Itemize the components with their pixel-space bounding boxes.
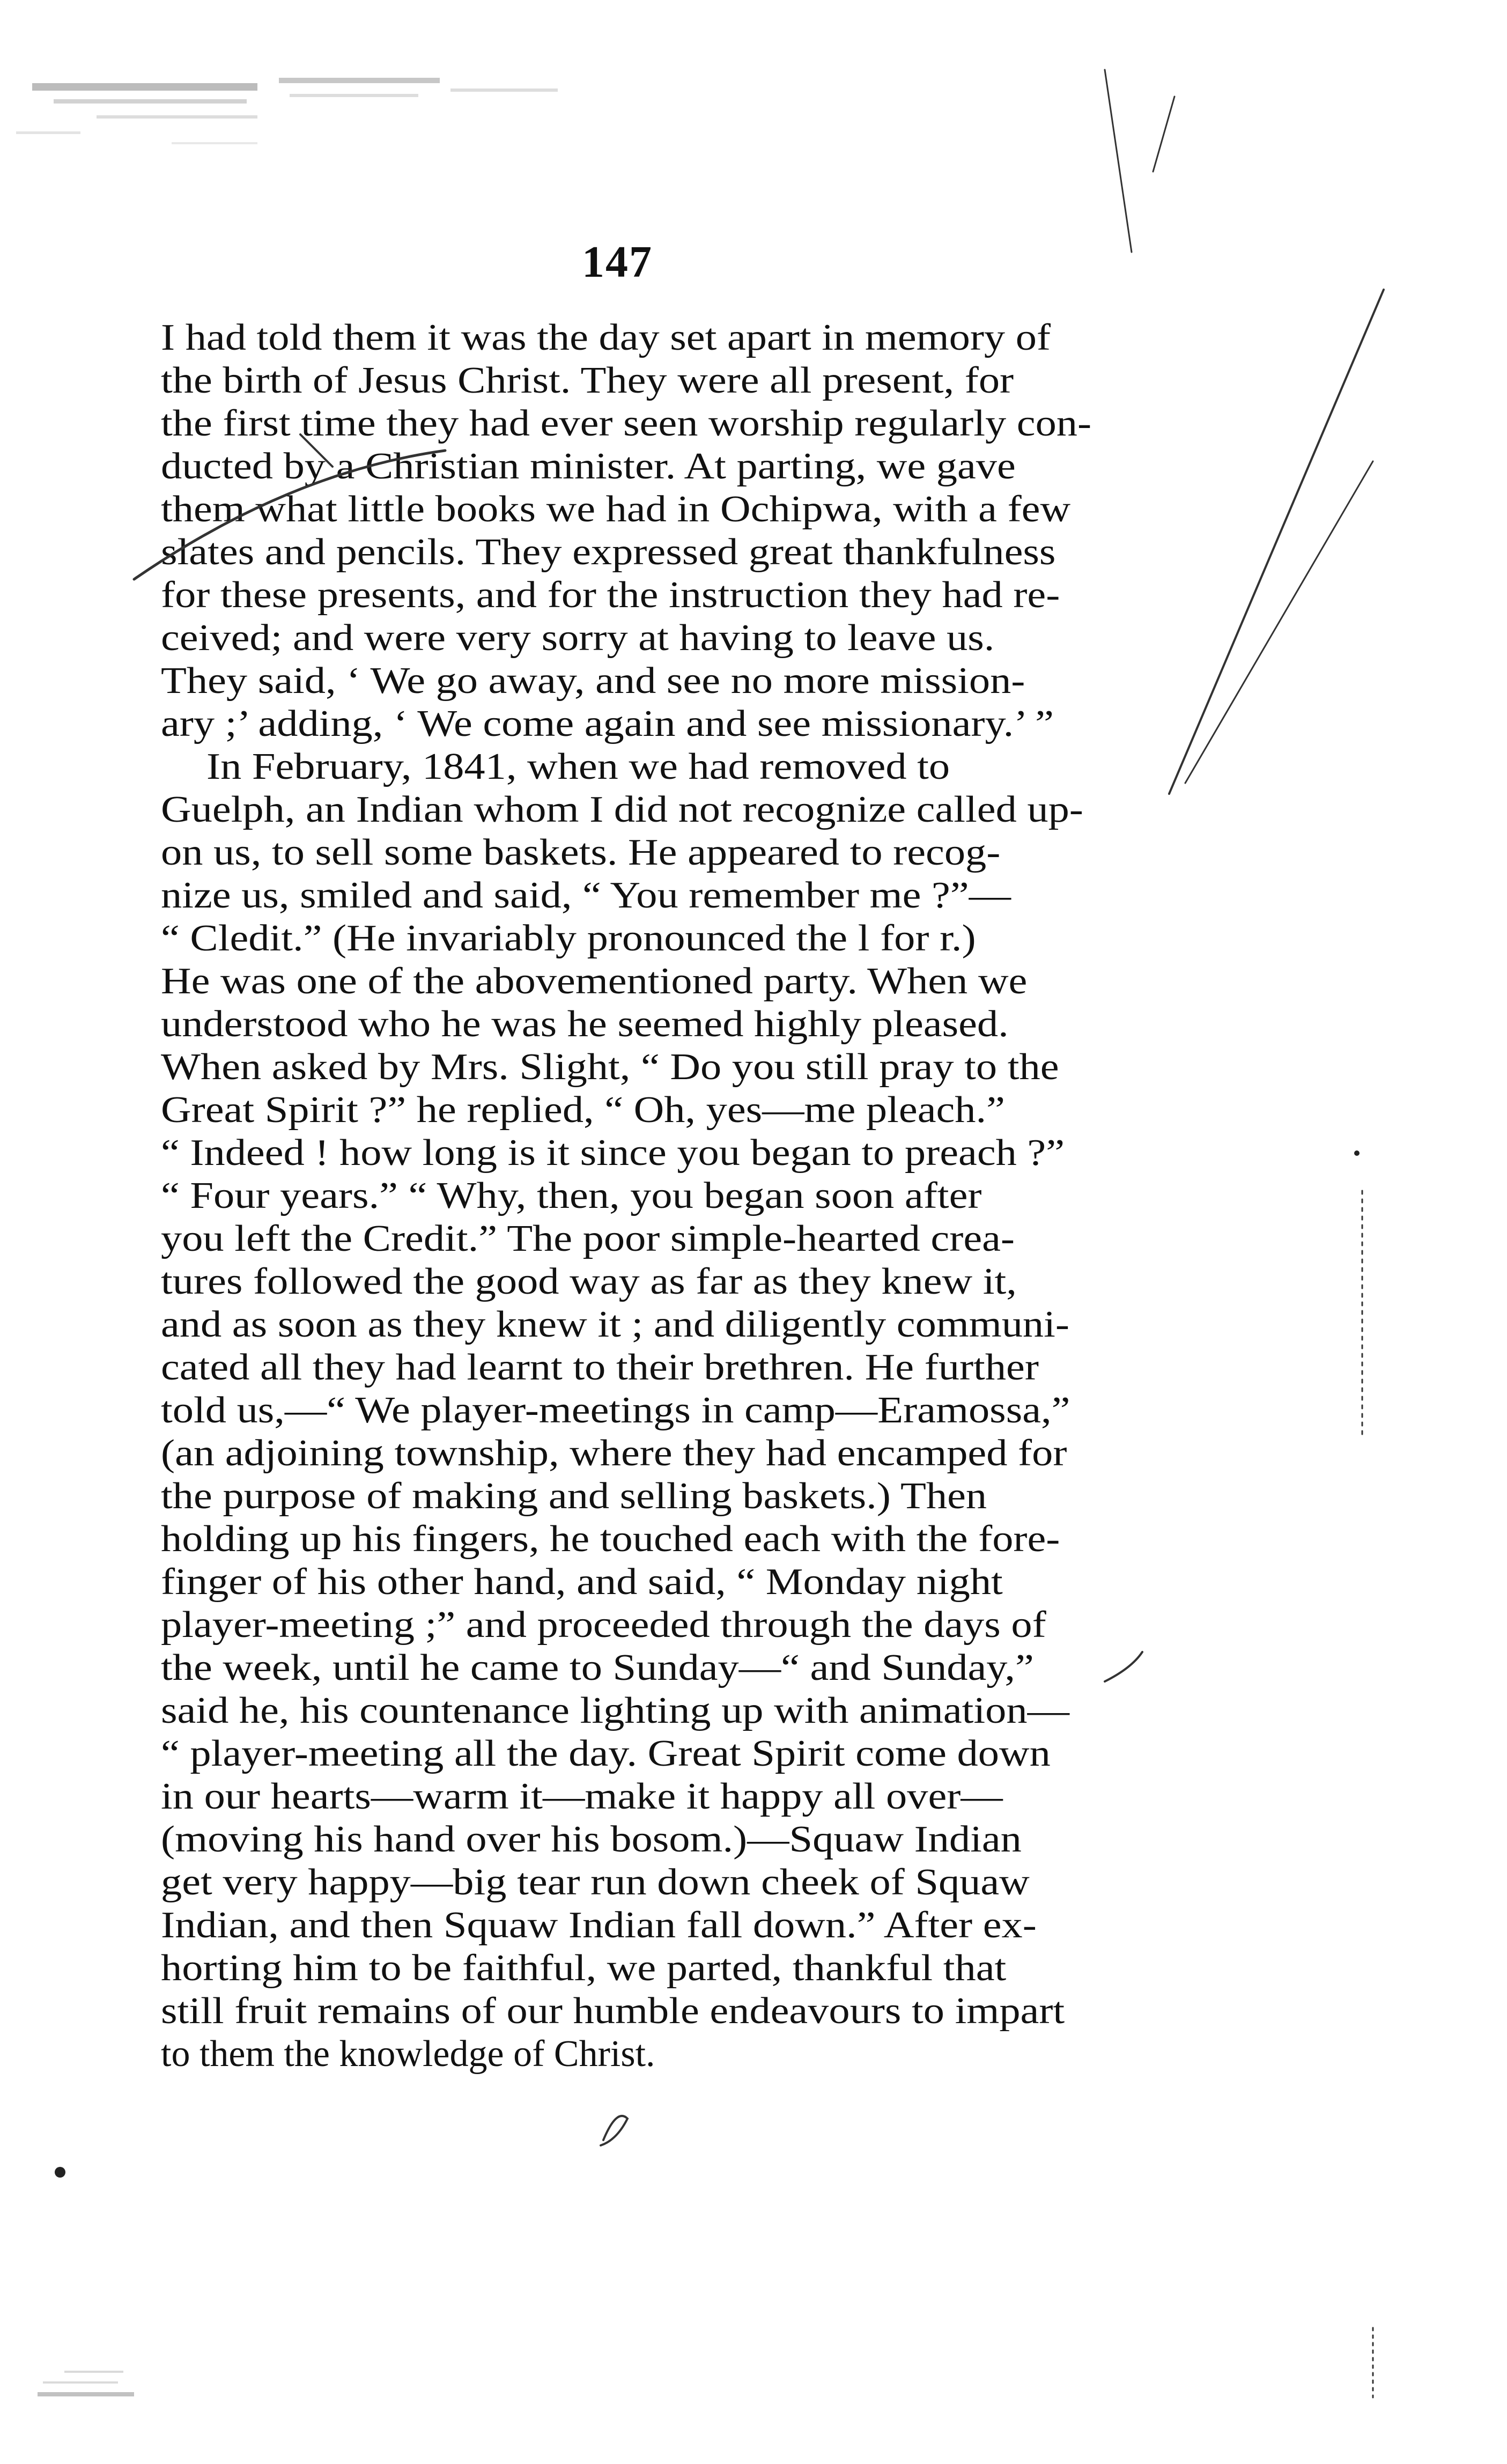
text-line: told us,—“ We player-meetings in camp—Eramossa,” [161, 1390, 1070, 1431]
text-line: them what little books we had in Ochipwa, with a few [161, 489, 1071, 530]
text-line: “ Cledit.” (He invariably pronounced the l for r.) [161, 918, 976, 959]
page-number: 147 [582, 237, 653, 287]
text-line: finger of his other hand, and said, “ Monday night [161, 1561, 1003, 1603]
text-line: and as soon as they knew it ; and diligently communi- [161, 1304, 1070, 1345]
text-line: holding up his fingers, he touched each with the fore- [161, 1518, 1060, 1560]
text-line: Guelph, an Indian whom I did not recognize called up- [161, 789, 1083, 830]
text-line: He was one of the abovementioned party. When we [161, 961, 1028, 1002]
text-line: nize us, smiled and said, “ You remember me ?”— [161, 875, 1011, 916]
text-line: They said, ‘ We go away, and see no more mission- [161, 660, 1025, 702]
text-line: understood who he was he seemed highly pleased. [161, 1004, 1009, 1045]
body-text [161, 316, 1105, 2076]
text-line: get very happy—big tear run down cheek of Squaw [161, 1862, 1030, 1903]
text-line: horting him to be faithful, we parted, thankful that [161, 1947, 1007, 1989]
text-line: “ player-meeting all the day. Great Spirit come down [161, 1733, 1051, 1774]
text-line: slates and pencils. They expressed great thankfulness [161, 532, 1056, 573]
text-line: Indian, and then Squaw Indian fall down.” After ex- [161, 1905, 1037, 1946]
text-line: in our hearts—warm it—make it happy all over— [161, 1776, 1003, 1817]
text-line: said he, his countenance lighting up with animation— [161, 1690, 1069, 1731]
text-line: ceived; and were very sorry at having to leave us. [161, 617, 995, 659]
text-line: cated all they had learnt to their brethren. He further [161, 1347, 1039, 1388]
header-smudge-decoration [11, 51, 804, 190]
text-line: (moving his hand over his bosom.)—Squaw Indian [161, 1819, 1022, 1860]
text-line: the purpose of making and selling baskets.) Then [161, 1476, 987, 1517]
text-line: ary ;’ adding, ‘ We come again and see missionary.’ ” [161, 703, 1054, 744]
text-line: for these presents, and for the instruction they had re- [161, 574, 1060, 616]
text-line: When asked by Mrs. Slight, “ Do you still pray to the [161, 1046, 1059, 1088]
text-line: ducted by a Christian minister. At parting, we gave [161, 446, 1016, 487]
text-line: Great Spirit ?” he replied, “ Oh, yes—me pleach.” [161, 1089, 1005, 1131]
text-line: the birth of Jesus Christ. They were all present, for [161, 360, 1014, 401]
text-line: (an adjoining township, where they had encamped for [161, 1433, 1067, 1474]
text-line: player-meeting ;” and proceeded through the days of [161, 1604, 1046, 1646]
text-line: “ Indeed ! how long is it since you began to preach ?” [161, 1132, 1065, 1174]
text-line: on us, to sell some baskets. He appeared to recog- [161, 832, 1001, 873]
text-line: I had told them it was the day set apart in memory of [161, 317, 1051, 358]
text-line: the first time they had ever seen worship regularly con- [161, 403, 1092, 444]
text-line: “ Four years.” “ Why, then, you began soon after [161, 1175, 982, 1216]
footer-smudge-decoration [32, 2365, 300, 2408]
text-line: tures followed the good way as far as they knew it, [161, 1261, 1017, 1302]
text-line: still fruit remains of our humble endeavours to impart [161, 1990, 1065, 2032]
text-line: you left the Credit.” The poor simple-hearted crea- [161, 1218, 1015, 1259]
paragraph-start-line: In February, 1841, when we had removed to [206, 746, 950, 787]
text-line: the week, until he came to Sunday—“ and Sunday,” [161, 1647, 1034, 1688]
text-line: to them the knowledge of Christ. [161, 2033, 655, 2075]
